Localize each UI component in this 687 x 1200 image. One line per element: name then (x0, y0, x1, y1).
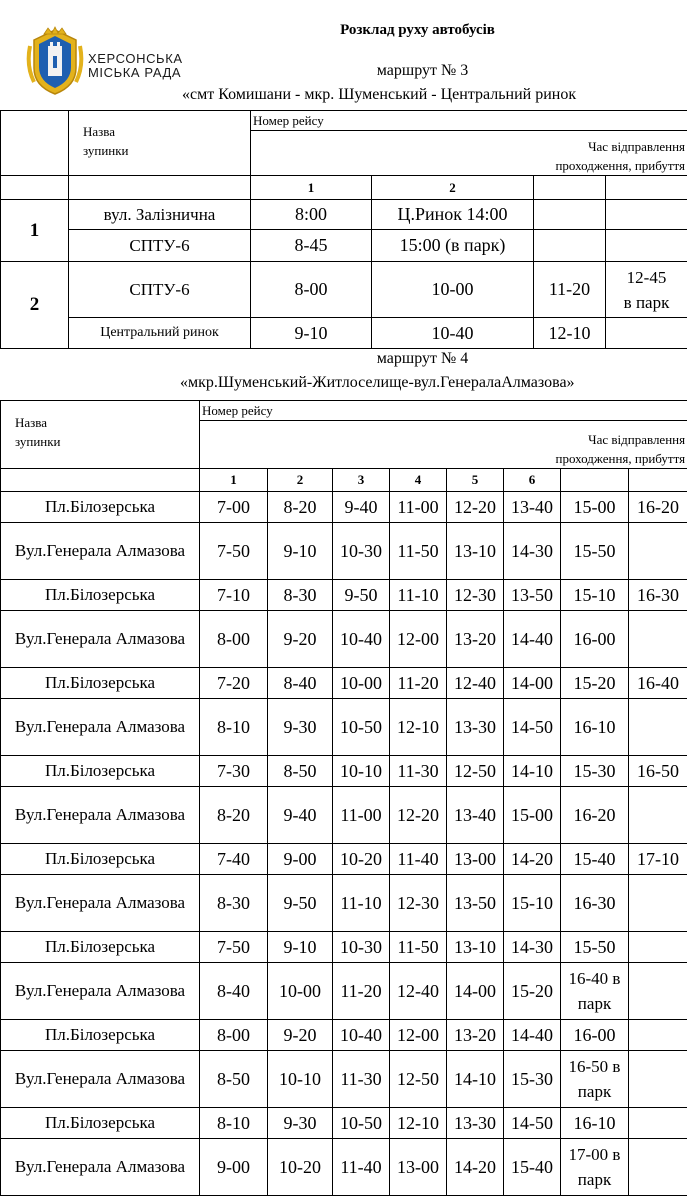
time-cell: 14-30 (504, 523, 561, 580)
time-cell (629, 963, 687, 1020)
header-blank-cell (1, 111, 69, 176)
time-cell: 7-50 (200, 932, 268, 963)
trip-number (561, 469, 629, 492)
header-stop-name: Назва зупинки (69, 111, 251, 176)
time-cell (629, 1139, 687, 1196)
table-row (1, 200, 687, 230)
time-cell: 13-20 (447, 1020, 504, 1051)
time-cell: 8-00 (251, 262, 372, 318)
header-trip-number: Номер рейсу (251, 111, 687, 131)
time-cell: 12-30 (447, 580, 504, 611)
trip-number: 1 (200, 469, 268, 492)
stop-name: Пл.Білозерська (1, 1108, 200, 1139)
time-cell: 7-00 (200, 492, 268, 523)
time-cell: 11-20 (390, 668, 447, 699)
time-cell: 14-50 (504, 699, 561, 756)
org-line-1: ХЕРСОНСЬКА (88, 51, 183, 66)
time-cell: 8-10 (200, 1108, 268, 1139)
header-departure-time: Час відправлення проходження, прибуття (200, 421, 687, 469)
time-cell (629, 875, 687, 932)
stop-name: СПТУ-6 (69, 230, 251, 262)
time-cell: 13-00 (390, 1139, 447, 1196)
stop-name: вул. Залізнична (69, 200, 251, 230)
time-cell: 15-10 (504, 875, 561, 932)
time-cell: 13-50 (447, 875, 504, 932)
time-cell: 8-10 (200, 699, 268, 756)
time-cell: 9-20 (268, 1020, 333, 1051)
table-row (1, 523, 687, 580)
time-cell: 13-30 (447, 699, 504, 756)
time-cell: 9-50 (333, 580, 390, 611)
time-cell: 11-40 (333, 1139, 390, 1196)
time-cell: 12-40 (447, 668, 504, 699)
table-row (1, 963, 687, 1020)
stop-name: Пл.Білозерська (1, 580, 200, 611)
time-cell: 15-50 (561, 932, 629, 963)
stop-name: Вул.Генерала Алмазова (1, 787, 200, 844)
time-cell: 8-20 (200, 787, 268, 844)
time-cell (606, 318, 687, 349)
group-number: 2 (1, 262, 69, 349)
route-4-number: маршрут № 4 (376, 350, 469, 367)
time-cell: 15-20 (561, 668, 629, 699)
time-cell: 12-40 (390, 963, 447, 1020)
time-cell: Ц.Ринок 14:00 (372, 200, 534, 230)
time-cell: 14-50 (504, 1108, 561, 1139)
table-row (1, 1020, 687, 1051)
time-cell (534, 230, 606, 262)
time-cell: 8-00 (200, 1020, 268, 1051)
time-cell: 9-20 (268, 611, 333, 668)
time-cell: 10-50 (333, 1108, 390, 1139)
table-row (1, 1108, 687, 1139)
time-cell: 15:00 (в парк) (372, 230, 534, 262)
time-cell: 14-10 (504, 756, 561, 787)
time-cell (606, 200, 687, 230)
stop-name: Пл.Білозерська (1, 932, 200, 963)
time-cell: 10-10 (268, 1051, 333, 1108)
time-cell: 15-00 (561, 492, 629, 523)
time-cell: 7-30 (200, 756, 268, 787)
time-cell: 9-40 (333, 492, 390, 523)
time-cell: 14-00 (504, 668, 561, 699)
route-3-schedule-table (0, 110, 687, 349)
stop-name: Пл.Білозерська (1, 492, 200, 523)
time-cell: 7-40 (200, 844, 268, 875)
trip-number: 4 (390, 469, 447, 492)
time-cell: 9-00 (200, 1139, 268, 1196)
time-cell: 12-10 (534, 318, 606, 349)
stop-name: Вул.Генерала Алмазова (1, 611, 200, 668)
time-cell: 13-40 (504, 492, 561, 523)
trip-number: 1 (251, 176, 372, 200)
table-row (1, 318, 687, 349)
time-cell (629, 787, 687, 844)
time-cell: 16-50 в парк (561, 1051, 629, 1108)
table-row (1, 1051, 687, 1108)
time-cell: 11-10 (390, 580, 447, 611)
time-cell: 14-00 (447, 963, 504, 1020)
time-cell: 9-30 (268, 699, 333, 756)
time-cell: 16-00 (561, 1020, 629, 1051)
time-cell: 16-20 (629, 492, 687, 523)
trip-number: 2 (372, 176, 534, 200)
time-cell (629, 523, 687, 580)
time-cell: 11-40 (390, 844, 447, 875)
time-cell: 14-20 (504, 844, 561, 875)
time-cell: 8-30 (268, 580, 333, 611)
time-cell: 10-30 (333, 932, 390, 963)
stop-name: Вул.Генерала Алмазова (1, 875, 200, 932)
time-cell (606, 230, 687, 262)
time-cell (629, 699, 687, 756)
time-cell: 11-50 (390, 932, 447, 963)
group-number: 1 (1, 200, 69, 262)
time-cell: 9-30 (268, 1108, 333, 1139)
trip-number: 3 (333, 469, 390, 492)
trip-number: 5 (447, 469, 504, 492)
time-cell: 16-40 в парк (561, 963, 629, 1020)
time-cell: 13-30 (447, 1108, 504, 1139)
trip-number-row (1, 176, 687, 200)
time-cell: 12-20 (447, 492, 504, 523)
time-cell: 12-50 (447, 756, 504, 787)
time-cell: 8-00 (200, 611, 268, 668)
page-title: Розклад руху автобусів (340, 22, 495, 38)
time-cell: 15-50 (561, 523, 629, 580)
time-cell (629, 611, 687, 668)
time-cell: 10-10 (333, 756, 390, 787)
time-cell: 8:00 (251, 200, 372, 230)
time-cell: 16-50 (629, 756, 687, 787)
time-cell: 17-10 (629, 844, 687, 875)
route-4-rows (1, 492, 687, 1196)
city-coat-of-arms-logo (26, 26, 84, 98)
time-cell: 10-00 (372, 262, 534, 318)
time-cell: 14-10 (447, 1051, 504, 1108)
time-cell: 15-30 (561, 756, 629, 787)
time-cell: 15-40 (504, 1139, 561, 1196)
route-3-name: «смт Комишани - мкр. Шуменський - Центральний ринок (182, 86, 577, 103)
time-cell: 15-30 (504, 1051, 561, 1108)
trip-number-row (1, 469, 687, 492)
time-cell: 16-30 (629, 580, 687, 611)
time-cell: 12-45 в парк (606, 262, 687, 318)
time-cell: 11-30 (333, 1051, 390, 1108)
time-cell: 15-10 (561, 580, 629, 611)
time-cell: 17-00 в парк (561, 1139, 629, 1196)
org-line-2: МІСЬКА РАДА (88, 65, 182, 80)
time-cell: 11-30 (390, 756, 447, 787)
time-cell: 15-20 (504, 963, 561, 1020)
time-cell: 11-20 (333, 963, 390, 1020)
table-row (1, 580, 687, 611)
table-row (1, 756, 687, 787)
time-cell: 9-40 (268, 787, 333, 844)
time-cell (629, 1051, 687, 1108)
time-cell: 16-00 (561, 611, 629, 668)
time-cell: 10-00 (268, 963, 333, 1020)
time-cell: 13-50 (504, 580, 561, 611)
time-cell: 8-50 (268, 756, 333, 787)
city-council-name (88, 52, 183, 80)
stop-name: Вул.Генерала Алмазова (1, 699, 200, 756)
time-cell: 12-10 (390, 699, 447, 756)
table-row (1, 875, 687, 932)
time-cell: 12-50 (390, 1051, 447, 1108)
table-row (1, 1139, 687, 1196)
table-row (1, 262, 687, 318)
trip-number (629, 469, 687, 492)
route-3-number: маршрут № 3 (376, 62, 469, 79)
time-cell: 14-20 (447, 1139, 504, 1196)
header-stop-name: Назва зупинки (1, 401, 200, 469)
stop-name: Пл.Білозерська (1, 1020, 200, 1051)
time-cell: 16-10 (561, 1108, 629, 1139)
time-cell: 12-30 (390, 875, 447, 932)
time-cell: 7-10 (200, 580, 268, 611)
time-cell: 9-10 (268, 932, 333, 963)
time-cell (629, 1108, 687, 1139)
table-row (1, 611, 687, 668)
time-cell: 13-10 (447, 523, 504, 580)
time-cell: 11-00 (390, 492, 447, 523)
time-cell (629, 932, 687, 963)
time-cell: 7-20 (200, 668, 268, 699)
time-cell: 11-10 (333, 875, 390, 932)
table-row (1, 230, 687, 262)
stop-name: Пл.Білозерська (1, 668, 200, 699)
time-cell: 16-40 (629, 668, 687, 699)
table-row (1, 932, 687, 963)
time-cell: 13-00 (447, 844, 504, 875)
time-cell: 14-40 (504, 1020, 561, 1051)
trip-number: 6 (504, 469, 561, 492)
time-cell: 15-40 (561, 844, 629, 875)
table-row (1, 492, 687, 523)
stop-name: Вул.Генерала Алмазова (1, 1051, 200, 1108)
route-4-name: «мкр.Шуменський-Житлоселище-вул.ГенералаАлмазова» (180, 374, 575, 391)
stop-name: Вул.Генерала Алмазова (1, 523, 200, 580)
time-cell: 11-20 (534, 262, 606, 318)
time-cell: 13-20 (447, 611, 504, 668)
time-cell (534, 200, 606, 230)
time-cell: 12-00 (390, 1020, 447, 1051)
route-4-schedule-table (0, 400, 687, 1196)
time-cell: 10-50 (333, 699, 390, 756)
time-cell: 9-50 (268, 875, 333, 932)
stop-name: Вул.Генерала Алмазова (1, 1139, 200, 1196)
stop-name: Вул.Генерала Алмазова (1, 963, 200, 1020)
time-cell: 8-40 (200, 963, 268, 1020)
time-cell: 9-10 (268, 523, 333, 580)
time-cell: 10-00 (333, 668, 390, 699)
time-cell: 7-50 (200, 523, 268, 580)
time-cell: 14-40 (504, 611, 561, 668)
table-row (1, 787, 687, 844)
time-cell: 8-40 (268, 668, 333, 699)
table-row (1, 844, 687, 875)
stop-name: Центральний ринок (69, 318, 251, 349)
trip-number: 2 (268, 469, 333, 492)
header-departure-time: Час відправлення проходження, прибуття (251, 131, 687, 176)
time-cell: 10-40 (372, 318, 534, 349)
time-cell: 10-30 (333, 523, 390, 580)
time-cell: 10-40 (333, 611, 390, 668)
time-cell: 9-10 (251, 318, 372, 349)
time-cell: 8-50 (200, 1051, 268, 1108)
time-cell: 14-30 (504, 932, 561, 963)
table-row (1, 699, 687, 756)
time-cell: 10-20 (268, 1139, 333, 1196)
time-cell: 10-40 (333, 1020, 390, 1051)
time-cell: 16-20 (561, 787, 629, 844)
time-cell: 13-10 (447, 932, 504, 963)
stop-name: Пл.Білозерська (1, 844, 200, 875)
time-cell: 16-10 (561, 699, 629, 756)
time-cell: 16-30 (561, 875, 629, 932)
time-cell: 12-20 (390, 787, 447, 844)
time-cell: 13-40 (447, 787, 504, 844)
table-row (1, 668, 687, 699)
time-cell: 8-45 (251, 230, 372, 262)
time-cell: 8-30 (200, 875, 268, 932)
time-cell: 8-20 (268, 492, 333, 523)
stop-name: Пл.Білозерська (1, 756, 200, 787)
time-cell: 11-50 (390, 523, 447, 580)
time-cell: 12-10 (390, 1108, 447, 1139)
header-trip-number: Номер рейсу (200, 401, 687, 421)
time-cell: 12-00 (390, 611, 447, 668)
time-cell: 11-00 (333, 787, 390, 844)
time-cell: 15-00 (504, 787, 561, 844)
time-cell: 10-20 (333, 844, 390, 875)
stop-name: СПТУ-6 (69, 262, 251, 318)
time-cell (629, 1020, 687, 1051)
time-cell: 9-00 (268, 844, 333, 875)
